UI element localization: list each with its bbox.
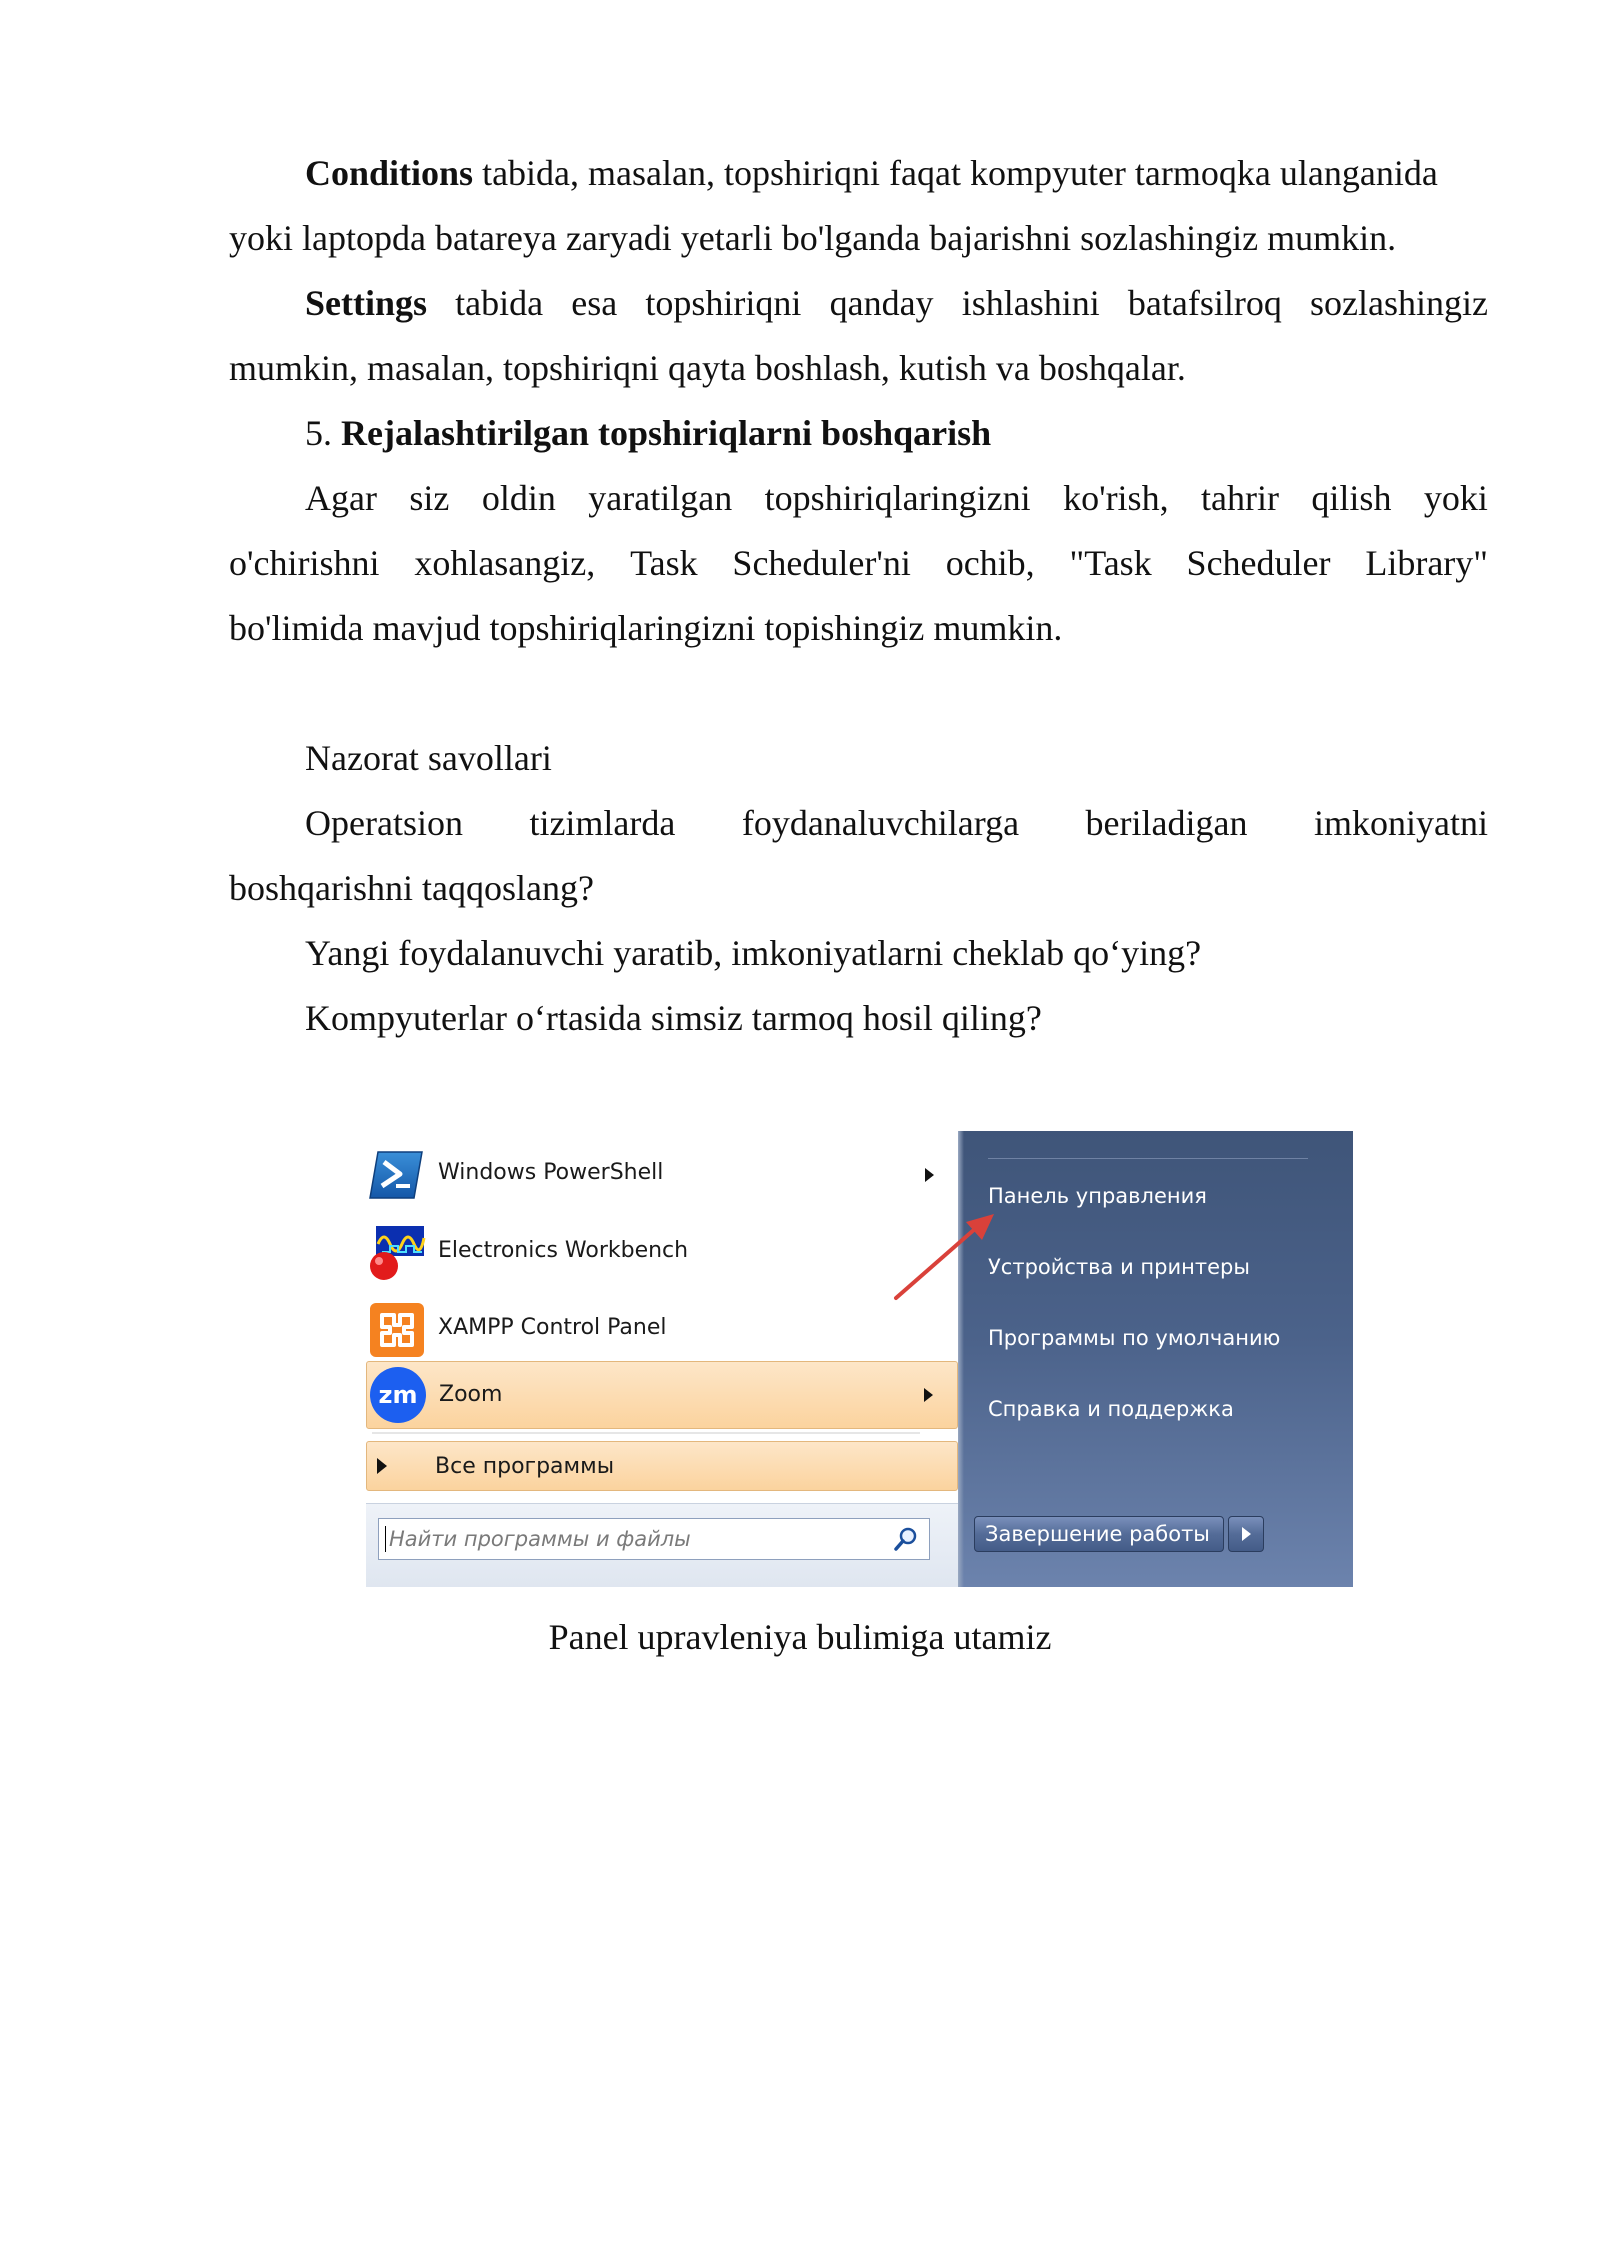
- help-support-link[interactable]: Справка и поддержка: [988, 1397, 1234, 1421]
- word: siz: [409, 478, 450, 518]
- shutdown-options-arrow-icon[interactable]: [1228, 1516, 1264, 1552]
- question-3: Kompyuterlar o‘rtasida simsiz tarmoq hosil qiling?: [305, 998, 1042, 1038]
- word: ochib,: [945, 543, 1035, 583]
- devices-printers-link[interactable]: Устройства и принтеры: [988, 1255, 1250, 1279]
- word: topshiriqni: [645, 283, 802, 323]
- word: o'chirishni: [229, 543, 380, 583]
- paragraph-conditions-line1: [305, 151, 1488, 195]
- expand-arrow-icon: [377, 1458, 387, 1474]
- start-menu-screenshot: [366, 1131, 1353, 1587]
- shutdown-button[interactable]: Завершение работы: [974, 1516, 1224, 1552]
- word: xohlasangiz,: [414, 543, 596, 583]
- paragraph-settings-line2: mumkin, masalan, topshiriqni qayta boshlash, kutish va boshqalar.: [229, 348, 1186, 388]
- word: Scheduler'ni: [732, 543, 911, 583]
- word: tabida: [455, 283, 544, 323]
- shutdown-group: [974, 1516, 1274, 1552]
- text-caret: [385, 1526, 386, 1552]
- word: beriladigan: [1085, 803, 1248, 843]
- submenu-arrow-icon: [925, 1168, 934, 1182]
- search-placeholder: Найти программы и файлы: [389, 1527, 691, 1551]
- word: Library": [1365, 543, 1488, 583]
- control-panel-link[interactable]: Панель управления: [988, 1184, 1207, 1208]
- divider: [988, 1158, 1308, 1159]
- word: tahrir: [1201, 478, 1279, 518]
- paragraph-settings-line1: [305, 281, 1488, 325]
- word: yaratilgan: [588, 478, 733, 518]
- program-label: XAMPP Control Panel: [438, 1315, 667, 1340]
- search-area: [366, 1503, 958, 1587]
- questions-title: Nazorat savollari: [305, 738, 552, 778]
- section-heading: [305, 411, 1488, 455]
- word: Agar: [305, 478, 377, 518]
- word: ishlashini: [961, 283, 1100, 323]
- figure-caption: Panel upravleniya bulimiga utamiz: [548, 1617, 1052, 1657]
- word: Scheduler: [1186, 543, 1331, 583]
- word: ko'rish,: [1063, 478, 1169, 518]
- xampp-icon: [368, 1301, 426, 1359]
- word: foydanaluvchilarga: [741, 803, 1020, 843]
- word: Operatsion: [305, 803, 463, 843]
- paragraph-conditions-line2: yoki laptopda batareya zaryadi yetarli bo'lganda bajarishni sozlashingiz mumkin.: [229, 218, 1397, 258]
- program-label: Electronics Workbench: [438, 1238, 689, 1263]
- program-label: Zoom: [439, 1382, 503, 1407]
- word: "Task: [1069, 543, 1152, 583]
- word: qilish: [1311, 478, 1392, 518]
- program-windows-powershell[interactable]: [366, 1140, 958, 1210]
- word: yoki: [1423, 478, 1488, 518]
- search-input[interactable]: [378, 1518, 930, 1560]
- word: esa: [571, 283, 618, 323]
- powershell-icon: [368, 1146, 426, 1204]
- word: batafsilroq: [1127, 283, 1282, 323]
- text: tabida, masalan, topshiriqni faqat kompyuter tarmoqka ulanganida: [473, 153, 1438, 193]
- electronics-workbench-icon: [368, 1224, 426, 1282]
- word: sozlashingiz: [1310, 283, 1488, 323]
- search-icon: [893, 1526, 919, 1552]
- program-label: Windows PowerShell: [438, 1160, 664, 1185]
- question-1-line1: [305, 801, 1488, 845]
- red-arrow-icon: [886, 1206, 1016, 1306]
- word: oldin: [481, 478, 556, 518]
- term-settings: Settings: [305, 283, 428, 323]
- program-electronics-workbench[interactable]: [366, 1218, 958, 1288]
- all-programs-label: Все программы: [435, 1454, 615, 1479]
- word: qanday: [829, 283, 934, 323]
- program-zoom[interactable]: [366, 1361, 958, 1429]
- term-conditions: Conditions: [305, 153, 474, 193]
- divider: [372, 1432, 920, 1434]
- word: Task: [630, 543, 698, 583]
- paragraph-manage-line1: [305, 476, 1488, 520]
- start-menu-right-pane: [958, 1131, 1353, 1587]
- start-menu-programs-pane: [366, 1131, 958, 1587]
- word: imkoniyatni: [1313, 803, 1488, 843]
- question-1-line2: boshqarishni taqqoslang?: [229, 868, 594, 908]
- svg-text:zm: zm: [378, 1381, 418, 1409]
- default-programs-link[interactable]: Программы по умолчанию: [988, 1326, 1281, 1350]
- program-xampp-control-panel[interactable]: [366, 1295, 958, 1365]
- word: tizimlarda: [529, 803, 676, 843]
- paragraph-manage-line2: [229, 541, 1488, 585]
- submenu-arrow-icon: [924, 1388, 933, 1402]
- paragraph-manage-line3: bo'limida mavjud topshiriqlaringizni topishingiz mumkin.: [229, 608, 1063, 648]
- heading-title: Rejalashtirilgan topshiriqlarni boshqarish: [341, 413, 992, 453]
- all-programs-button[interactable]: [366, 1441, 958, 1491]
- word: topshiriqlaringizni: [764, 478, 1031, 518]
- zoom-icon: [369, 1366, 427, 1424]
- question-2: Yangi foydalanuvchi yaratib, imkoniyatlarni cheklab qo‘ying?: [305, 933, 1202, 973]
- heading-number: 5.: [305, 413, 341, 453]
